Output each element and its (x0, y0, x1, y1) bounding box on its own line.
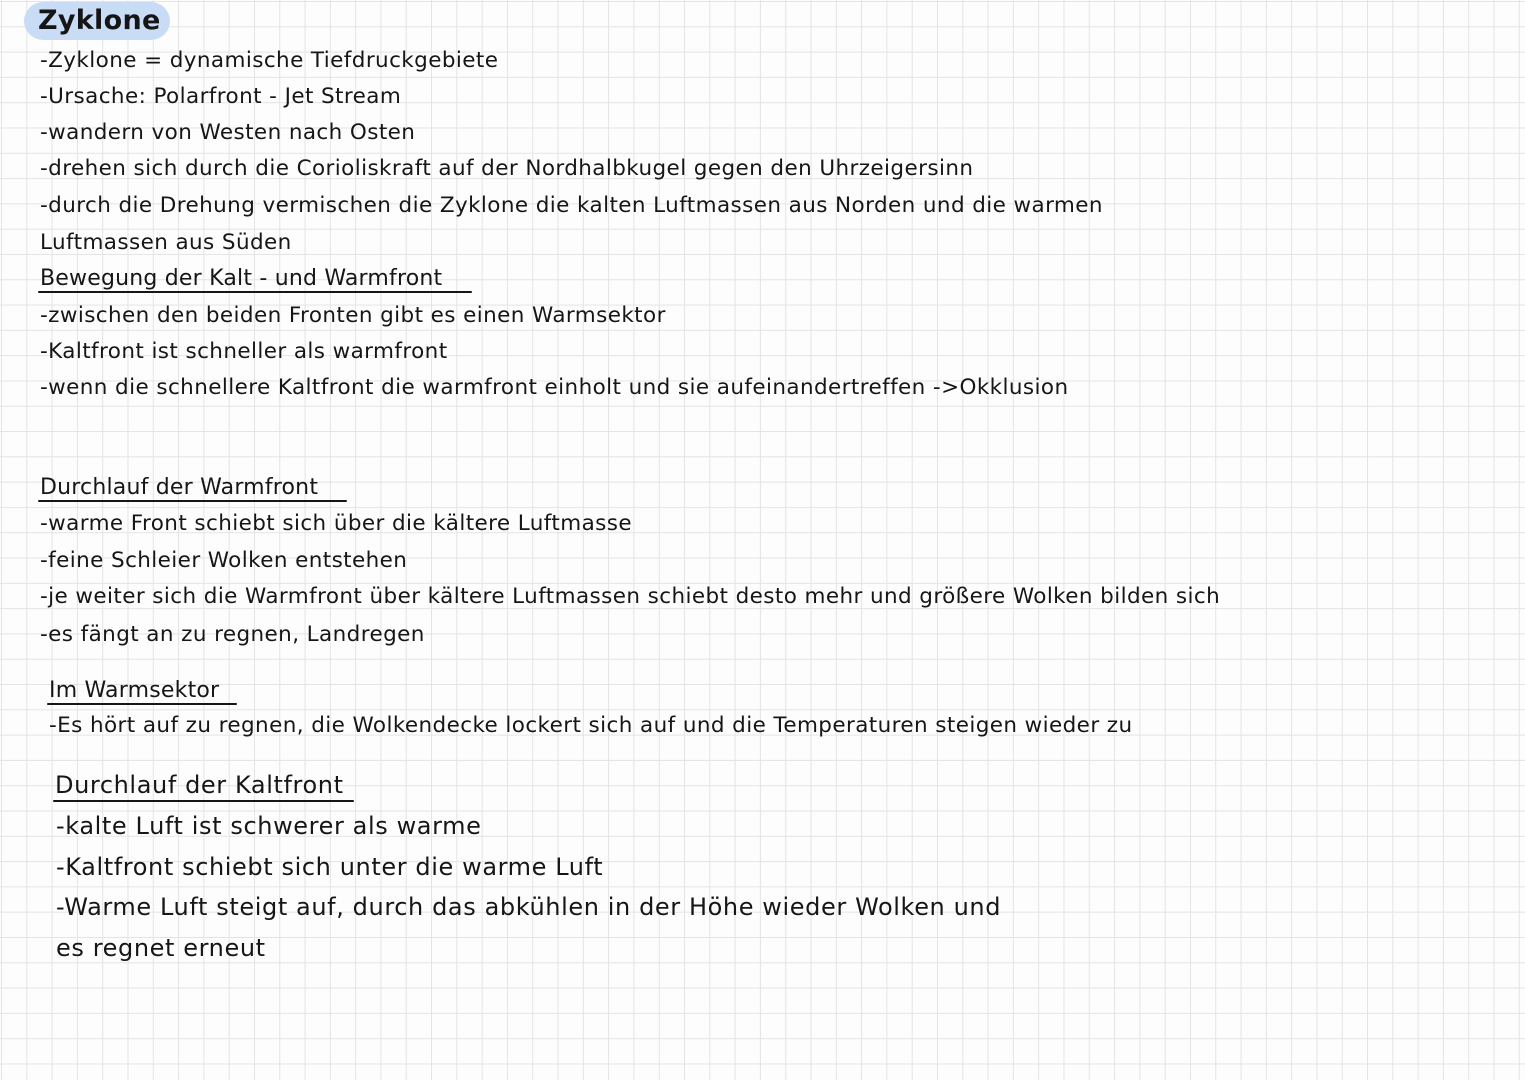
section-heading-fronts: Bewegung der Kalt - und Warmfront (40, 266, 443, 291)
heading-underline (53, 800, 354, 802)
kaltfront-line: -Warme Luft steigt auf, durch das abkühlen in der Höhe wieder Wolken und (56, 893, 1002, 921)
section-heading-warmsektor: Im Warmsektor (49, 678, 220, 703)
intro-line: -durch die Drehung vermischen die Zyklone die kalten Luftmassen aus Norden und die warmen (40, 193, 1103, 218)
heading-underline (47, 703, 237, 705)
warmfront-line: -feine Schleier Wolken entstehen (40, 548, 408, 573)
page-title: Zyklone (24, 2, 170, 40)
intro-line: -Ursache: Polarfront - Jet Stream (40, 84, 402, 109)
fronts-line: -zwischen den beiden Fronten gibt es einen Warmsektor (40, 303, 666, 328)
heading-underline (38, 291, 472, 293)
intro-line: -wandern von Westen nach Osten (40, 120, 416, 145)
intro-line: -drehen sich durch die Corioliskraft auf der Nordhalbkugel gegen den Uhrzeigersinn (40, 156, 974, 181)
warmfront-line: -warme Front schiebt sich über die kältere Luftmasse (40, 511, 632, 536)
fronts-line: -Kaltfront ist schneller als warmfront (40, 339, 448, 364)
heading-underline (38, 500, 347, 502)
intro-line: -Zyklone = dynamische Tiefdruckgebiete (40, 48, 499, 73)
intro-line: Luftmassen aus Süden (40, 230, 292, 255)
kaltfront-line: -kalte Luft ist schwerer als warme (56, 812, 482, 840)
section-heading-kaltfront: Durchlauf der Kaltfront (55, 771, 344, 799)
warmfront-line: -je weiter sich die Warmfront über kältere Luftmassen schiebt desto mehr und größere Wolken bilden sich (40, 584, 1221, 609)
warmsektor-line: -Es hört auf zu regnen, die Wolkendecke lockert sich auf und die Temperaturen steigen wieder zu (49, 713, 1133, 738)
section-heading-warmfront: Durchlauf der Warmfront (40, 475, 319, 500)
warmfront-line: -es fängt an zu regnen, Landregen (40, 622, 425, 647)
kaltfront-line: -Kaltfront schiebt sich unter die warme Luft (56, 853, 604, 881)
fronts-line: -wenn die schnellere Kaltfront die warmfront einholt und sie aufeinandertreffen ->Okklusion (40, 375, 1069, 400)
kaltfront-line: es regnet erneut (56, 934, 266, 962)
